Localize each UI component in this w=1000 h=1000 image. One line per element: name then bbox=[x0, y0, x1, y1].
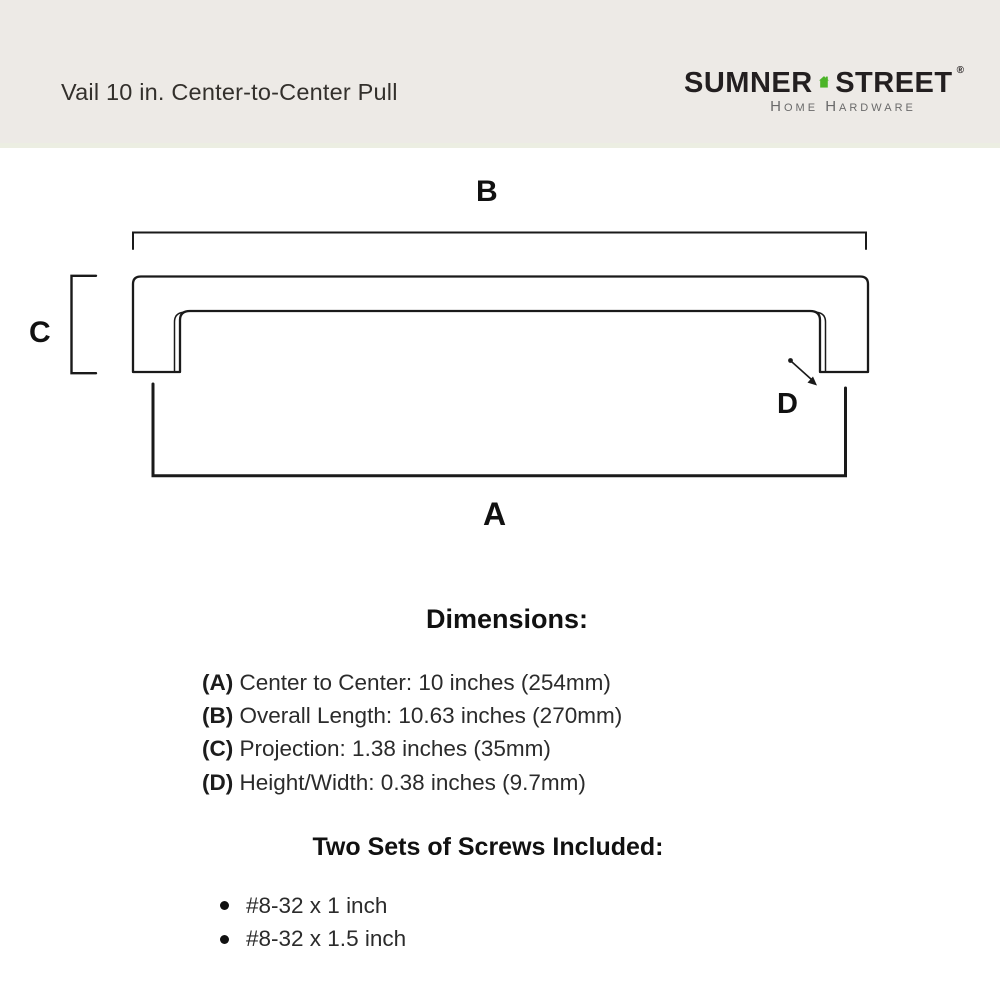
dimension-key-d: (D) bbox=[202, 769, 234, 795]
diagram-label-d: D bbox=[777, 388, 798, 420]
diagram-label-b: B bbox=[476, 175, 498, 208]
d-leader-dot bbox=[788, 358, 793, 363]
pull-handle-outline bbox=[133, 277, 868, 373]
dimension-row-b bbox=[202, 699, 622, 732]
dimension-key-c: (C) bbox=[202, 736, 234, 762]
dim-line-a bbox=[153, 384, 846, 476]
dimensions-list bbox=[202, 666, 622, 799]
left-leg-bevel bbox=[175, 312, 184, 371]
brand-logo bbox=[684, 63, 964, 115]
right-leg-bevel bbox=[817, 312, 826, 371]
product-title: Vail 10 in. Center-to-Center Pull bbox=[61, 79, 398, 105]
d-leader-arrowhead bbox=[808, 377, 818, 386]
dimension-row-d bbox=[202, 766, 622, 799]
dimension-text-d: Height/Width: 0.38 inches (9.7mm) bbox=[239, 769, 586, 795]
dim-line-b bbox=[133, 233, 866, 250]
dim-line-c bbox=[72, 276, 97, 373]
screw-item-text: #8-32 x 1 inch bbox=[246, 892, 388, 918]
registered-trademark: ® bbox=[956, 65, 964, 76]
dimension-key-a: (A) bbox=[202, 670, 234, 695]
dimension-row-c bbox=[202, 732, 622, 765]
diagram-label-c: C bbox=[29, 316, 51, 349]
dimension-key-b: (B) bbox=[202, 703, 234, 729]
logo-word-street: STREET bbox=[835, 67, 953, 99]
dimension-text-b: Overall Length: 10.63 inches (270mm) bbox=[239, 703, 623, 729]
screw-item-2 bbox=[220, 923, 406, 957]
diagram-label-a: A bbox=[483, 496, 507, 532]
dimension-text-a: Center to Center: 10 inches (254mm) bbox=[239, 670, 611, 695]
bullet-icon bbox=[220, 935, 229, 944]
bullet-icon bbox=[220, 901, 229, 910]
logo-tagline: Home Hardware bbox=[770, 98, 916, 115]
dimensions-heading: Dimensions: bbox=[425, 604, 589, 634]
screws-list bbox=[220, 889, 406, 956]
house-icon bbox=[819, 63, 830, 101]
logo-word-sumner: SUMNER bbox=[684, 67, 813, 99]
screws-heading: Two Sets of Screws Included: bbox=[312, 833, 664, 861]
dimension-text-c: Projection: 1.38 inches (35mm) bbox=[239, 736, 551, 762]
d-leader-line bbox=[792, 362, 812, 380]
screw-item-1 bbox=[220, 889, 406, 923]
dimension-row-a bbox=[202, 666, 622, 699]
header-banner bbox=[0, 0, 1000, 148]
screw-item-text: #8-32 x 1.5 inch bbox=[246, 926, 407, 952]
header-divider bbox=[0, 143, 1000, 148]
